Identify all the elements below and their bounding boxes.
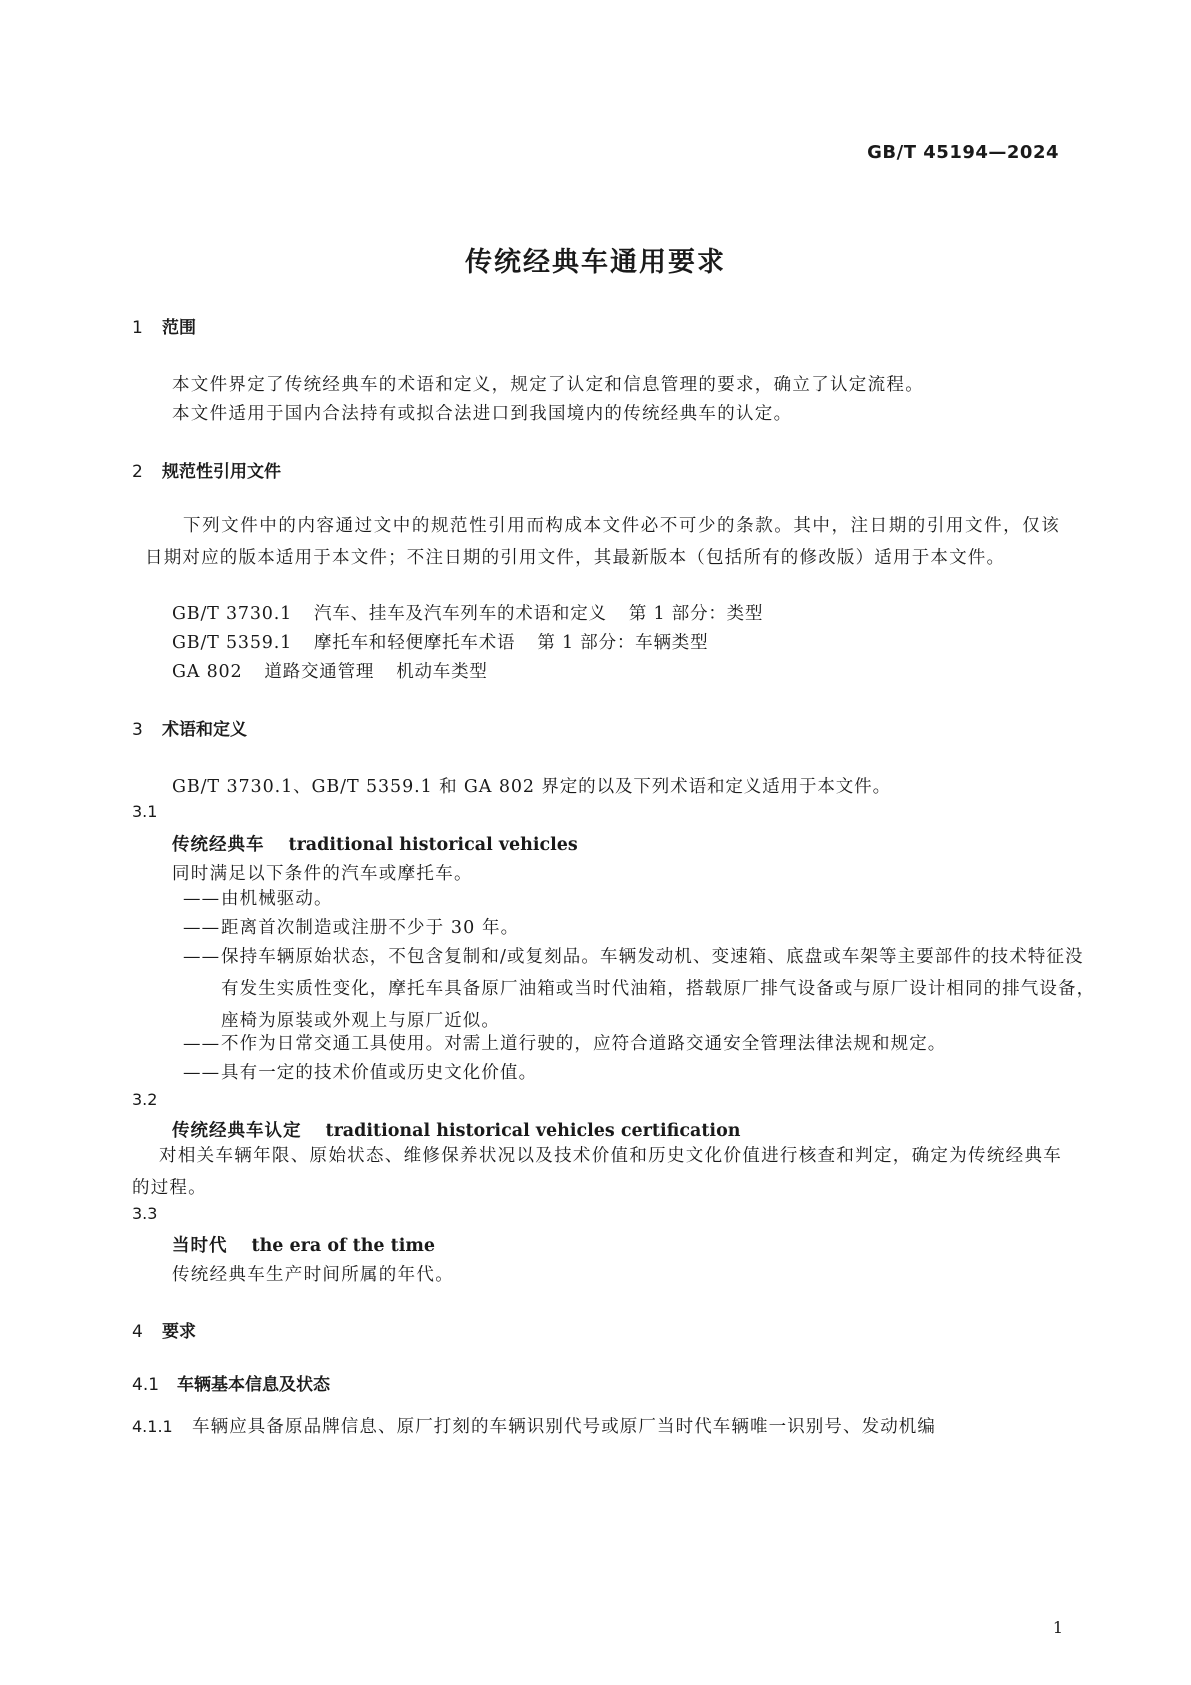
list-item (183, 1057, 1101, 1089)
term-chinese: 传统经典车认定 (172, 1121, 302, 1141)
section-title: 范围 (162, 318, 196, 338)
reference-code: GB/T 5359.1 (172, 633, 293, 653)
section-number: 2 (132, 462, 143, 482)
term-definition: 同时满足以下条件的汽车或摩托车。 (172, 864, 473, 884)
list-item-text: 不作为日常交通工具使用。对需上道行驶的，应符合道路交通安全管理法律法规和规定。 (221, 1034, 947, 1054)
term-english: traditional historical vehicles certification (325, 1121, 741, 1141)
section-1-heading (132, 313, 196, 338)
clause-text: 车辆应具备原品牌信息、原厂打刻的车辆识别代号或原厂当时代车辆唯一识别号、发动机编 (192, 1417, 936, 1437)
section-title: 要求 (162, 1322, 196, 1342)
section-number: 3 (132, 720, 143, 740)
dash-marker: —— (183, 947, 221, 967)
reference-title: 摩托车和轻便摩托车术语 (314, 633, 516, 653)
section-title: 术语和定义 (162, 720, 247, 740)
dash-marker: —— (183, 1034, 221, 1054)
section-title: 规范性引用文件 (162, 462, 281, 482)
dash-marker: —— (183, 889, 221, 909)
list-item (183, 941, 1101, 1037)
term-english: the era of the time (251, 1236, 436, 1256)
terms-intro: GB/T 3730.1、GB/T 5359.1 和 GA 802 界定的以及下列术语和定义适用于本文件。 (172, 777, 891, 797)
section-number: 1 (132, 318, 143, 338)
reference-row (172, 600, 763, 625)
subsection-4-1-heading (132, 1370, 330, 1395)
reference-code: GA 802 (172, 662, 243, 682)
list-item-text: 由机械驱动。 (221, 889, 333, 909)
reference-row (172, 658, 488, 683)
dash-marker: —— (183, 1063, 221, 1083)
clause-number: 4.1.1 (132, 1417, 173, 1436)
normative-references-intro: 下列文件中的内容通过文中的规范性引用而构成本文件必不可少的条款。其中，注日期的引用文件，仅该日期对应的版本适用于本文件；不注日期的引用文件，其最新版本（包括所有的修改版）适用于本文件。 (145, 516, 1060, 568)
dash-marker: —— (183, 918, 221, 938)
list-item (183, 912, 1101, 944)
section-3-heading (132, 715, 247, 740)
document-title: 传统经典车通用要求 (465, 247, 726, 278)
term-chinese: 传统经典车 (172, 835, 265, 855)
list-item-text: 距离首次制造或注册不少于 30 年。 (221, 918, 520, 938)
clause-4-1-1 (132, 1413, 936, 1438)
reference-code: GB/T 3730.1 (172, 604, 293, 624)
subsection-number: 4.1 (132, 1375, 160, 1395)
page-number: 1 (1052, 1618, 1063, 1637)
reference-title: 汽车、挂车及汽车列车的术语和定义 (314, 604, 607, 624)
term-definition: 对相关车辆年限、原始状态、维修保养状况以及技术价值和历史文化价值进行核查和判定，确定为传统经典车的过程。 (132, 1146, 1062, 1198)
section-2-heading (132, 457, 281, 482)
subsection-title: 车辆基本信息及状态 (177, 1375, 330, 1395)
term-heading (172, 1232, 435, 1257)
reference-part: 机动车类型 (396, 662, 488, 682)
list-item-text: 具有一定的技术价值或历史文化价值。 (221, 1063, 538, 1083)
clause-number: 3.2 (132, 1090, 158, 1109)
term-definition: 传统经典车生产时间所属的年代。 (172, 1265, 454, 1285)
term-chinese: 当时代 (172, 1236, 228, 1256)
term-english: traditional historical vehicles (288, 835, 578, 855)
clause-number: 3.3 (132, 1204, 158, 1223)
list-item (183, 883, 1101, 915)
scope-paragraph-2: 本文件适用于国内合法持有或拟合法进口到我国境内的传统经典车的认定。 (172, 404, 793, 424)
term-heading (172, 1117, 740, 1142)
list-item-text: 保持车辆原始状态，不包含复制和/或复刻品。车辆发动机、变速箱、底盘或车架等主要部件的技术特征没有发生实质性变化，摩托车具备原厂油箱或当时代油箱，搭载原厂排气设备或与原厂设计相同的排气设备，座椅为原装或外观上与原厂近似。 (221, 947, 1096, 1031)
term-heading (172, 831, 578, 856)
standard-code: GB/T 45194—2024 (867, 142, 1059, 163)
section-4-heading (132, 1317, 196, 1342)
reference-part: 第 1 部分：类型 (628, 604, 764, 624)
scope-paragraph-1: 本文件界定了传统经典车的术语和定义，规定了认定和信息管理的要求，确立了认定流程。 (172, 375, 924, 395)
clause-number: 3.1 (132, 802, 158, 821)
section-number: 4 (132, 1322, 143, 1342)
list-item (183, 1028, 1101, 1060)
reference-title: 道路交通管理 (264, 662, 375, 682)
reference-part: 第 1 部分：车辆类型 (537, 633, 709, 653)
reference-row (172, 629, 708, 654)
